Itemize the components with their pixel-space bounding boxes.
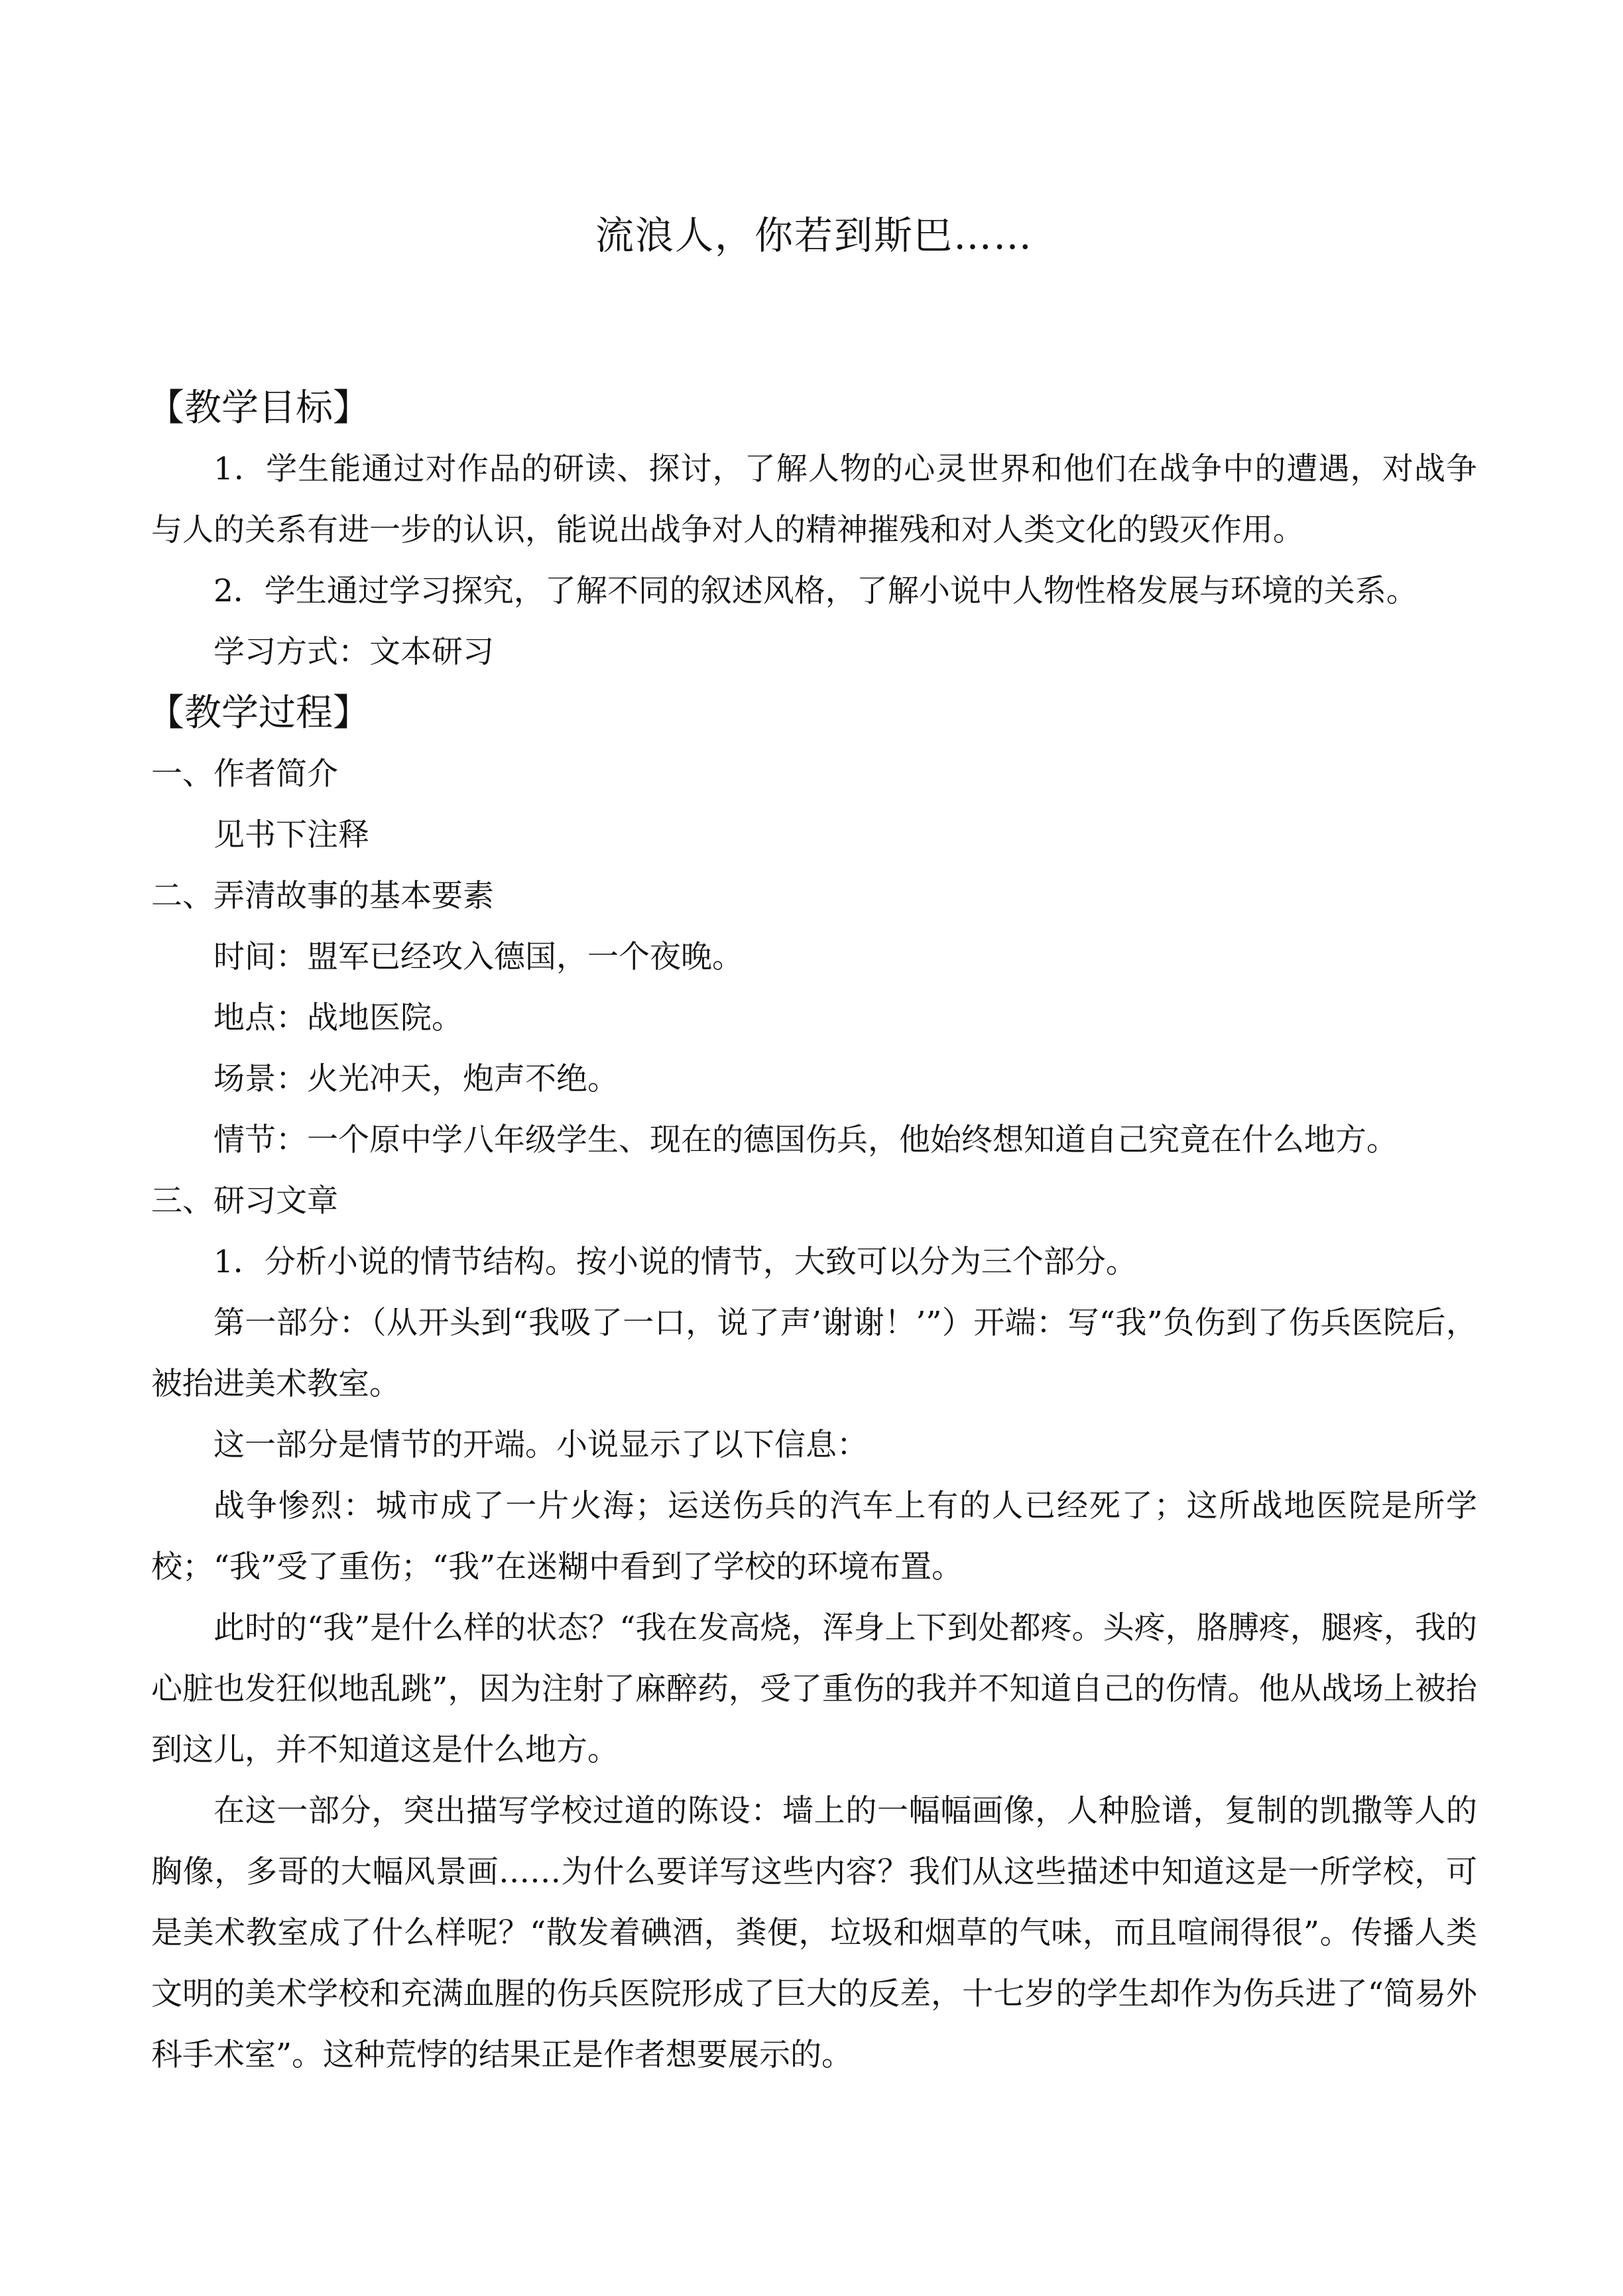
section-1-title: 一、作者简介	[151, 756, 338, 792]
section-3-paragraph-6: 在这一部分，突出描写学校过道的陈设：墙上的一幅幅画像，人种脸谱，复制的凯撒等人的胸像，多哥的大幅风景画……为什么要详写这些内容？我们从这些描述中知道这是一所学校，可是美术教室成了什么样呢？“散发着碘酒，粪便，垃圾和烟草的气味，而且喧闹得很”。传播人类文明的美术学校和充满血腥的伤兵医院形成了巨大的反差，十七岁的学生却作为伤兵进了“简易外科手术室”。这种荒悖的结果正是作者想要展示的。	[151, 1793, 1477, 2073]
document-body	[147, 378, 1477, 2086]
goal-item-1: 1．学生能通过对作品的研读、探讨，了解人物的心灵世界和他们在战争中的遭遇，对战争与人的关系有进一步的认识，能说出战争对人的精神摧残和对人类文化的毁灭作用。	[151, 451, 1477, 548]
learning-method: 学习方式：文本研习	[213, 634, 494, 670]
story-scene: 场景：火光冲天，炮声不绝。	[213, 1061, 619, 1097]
section-3-title: 三、研习文章	[151, 1183, 338, 1219]
story-place: 地点：战地医院。	[213, 1000, 463, 1036]
section-3-paragraph-1: 1．分析小说的情节结构。按小说的情节，大致可以分为三个部分。	[213, 1244, 1137, 1280]
section-2-title: 二、弄清故事的基本要素	[151, 878, 494, 914]
process-heading: 【教学过程】	[147, 692, 370, 735]
goals-heading: 【教学目标】	[147, 387, 370, 430]
goal-item-2: 2．学生通过学习探究，了解不同的叙述风格，了解小说中人物性格发展与环境的关系。	[213, 573, 1417, 609]
story-plot: 情节：一个原中学八年级学生、现在的德国伤兵，他始终想知道自己究竟在什么地方。	[213, 1122, 1398, 1158]
document-title: 流浪人，你若到斯巴……	[595, 213, 1033, 258]
document-page	[147, 0, 1477, 2296]
section-3-paragraph-5: 此时的“我”是什么样的状态？“我在发高烧，浑身上下到处都疼。头疼，胳膊疼，腿疼，我的心脏也发狂似地乱跳”，因为注射了麻醉药，受了重伤的我并不知道自己的伤情。他从战场上被抬到这儿，并不知道这是什么地方。	[151, 1610, 1477, 1768]
section-3-paragraph-3: 这一部分是情节的开端。小说显示了以下信息：	[213, 1427, 868, 1463]
section-3-paragraph-4: 战争惨烈：城市成了一片火海；运送伤兵的汽车上有的人已经死了；这所战地医院是所学校；“我”受了重伤；“我”在迷糊中看到了学校的环境布置。	[151, 1488, 1477, 1585]
story-time: 时间：盟军已经攻入德国，一个夜晚。	[213, 939, 743, 975]
section-1-body: 见书下注释	[213, 817, 369, 853]
section-3-paragraph-2: 第一部分：（从开头到“我吸了一口，说了声’谢谢！’”）开端：写“我”负伤到了伤兵医院后，被抬进美术教室。	[151, 1305, 1477, 1402]
